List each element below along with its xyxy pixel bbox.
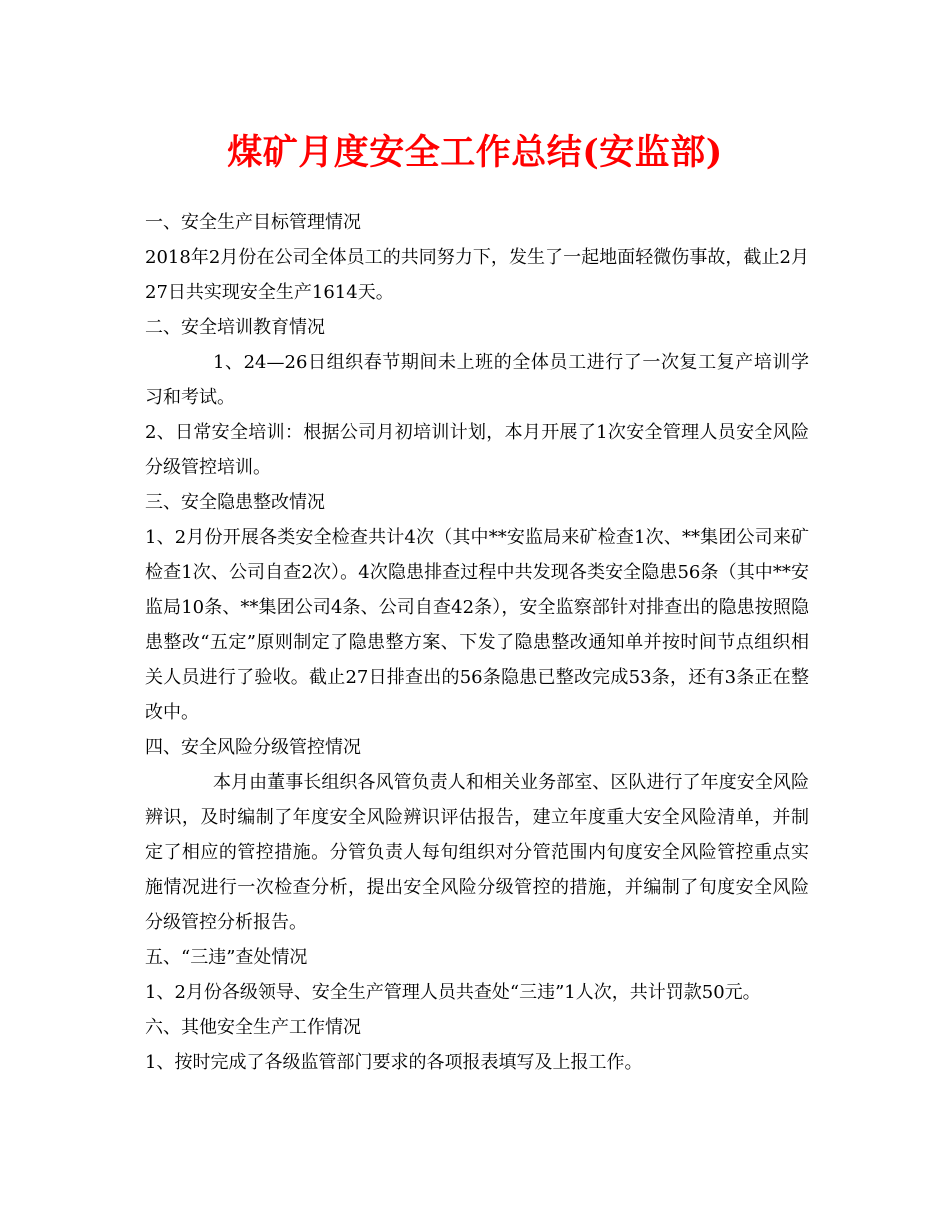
paragraph: 1、按时完成了各级监管部门要求的各项报表填写及上报工作。 xyxy=(145,1052,643,1073)
paragraph: 2、日常安全培训：根据公司月初培训计划，本月开展了1次安全管理人员安全风险分级管控培训。 xyxy=(145,422,809,478)
document-title: 煤矿月度安全工作总结(安监部) xyxy=(227,132,723,173)
section-heading-2: 二、安全培训教育情况 xyxy=(145,317,325,338)
section-heading-4: 四、安全风险分级管控情况 xyxy=(145,737,361,758)
paragraph: 2018年2月份在公司全体员工的共同努力下，发生了一起地面轻微伤事故，截止2月27日共实现安全生产1614天。 xyxy=(145,247,809,303)
paragraph: 本月由董事长组织各风管负责人和相关业务部室、区队进行了年度安全风险辨识，及时编制了年度安全风险辨识评估报告，建立年度重大安全风险清单，并制定了相应的管控措施。分管负责人每旬组织对分管范围内旬度安全风险管控重点实施情况进行一次检查分析，提出安全风险分级管控的措施，并编制了旬度安全风险分级管控分析报告。 xyxy=(145,772,809,933)
paragraph: 1、2月份开展各类安全检查共计4次（其中**安监局来矿检查1次、**集团公司来矿检查1次、公司自查2次）。4次隐患排查过程中共发现各类安全隐患56条（其中**安监局10条、**集团公司4条、公司自查42条），安全监察部针对排查出的隐患按照隐患整改“五定”原则制定了隐患整方案、下发了隐患整改通知单并按时间节点组织相关人员进行了验收。截止27日排查出的56条隐患已整改完成53条，还有3条正在整改中。 xyxy=(145,527,809,723)
section-heading-1: 一、安全生产目标管理情况 xyxy=(145,212,361,233)
paragraph: 1、24—26日组织春节期间未上班的全体员工进行了一次复工复产培训学习和考试。 xyxy=(145,352,809,408)
section-heading-6: 六、其他安全生产工作情况 xyxy=(145,1017,361,1038)
document-body xyxy=(145,205,809,1080)
section-heading-3: 三、安全隐患整改情况 xyxy=(145,492,325,513)
paragraph: 1、2月份各级领导、安全生产管理人员共查处“三违”1人次，共计罚款50元。 xyxy=(145,982,761,1003)
section-heading-5: 五、“三违”查处情况 xyxy=(145,947,308,968)
